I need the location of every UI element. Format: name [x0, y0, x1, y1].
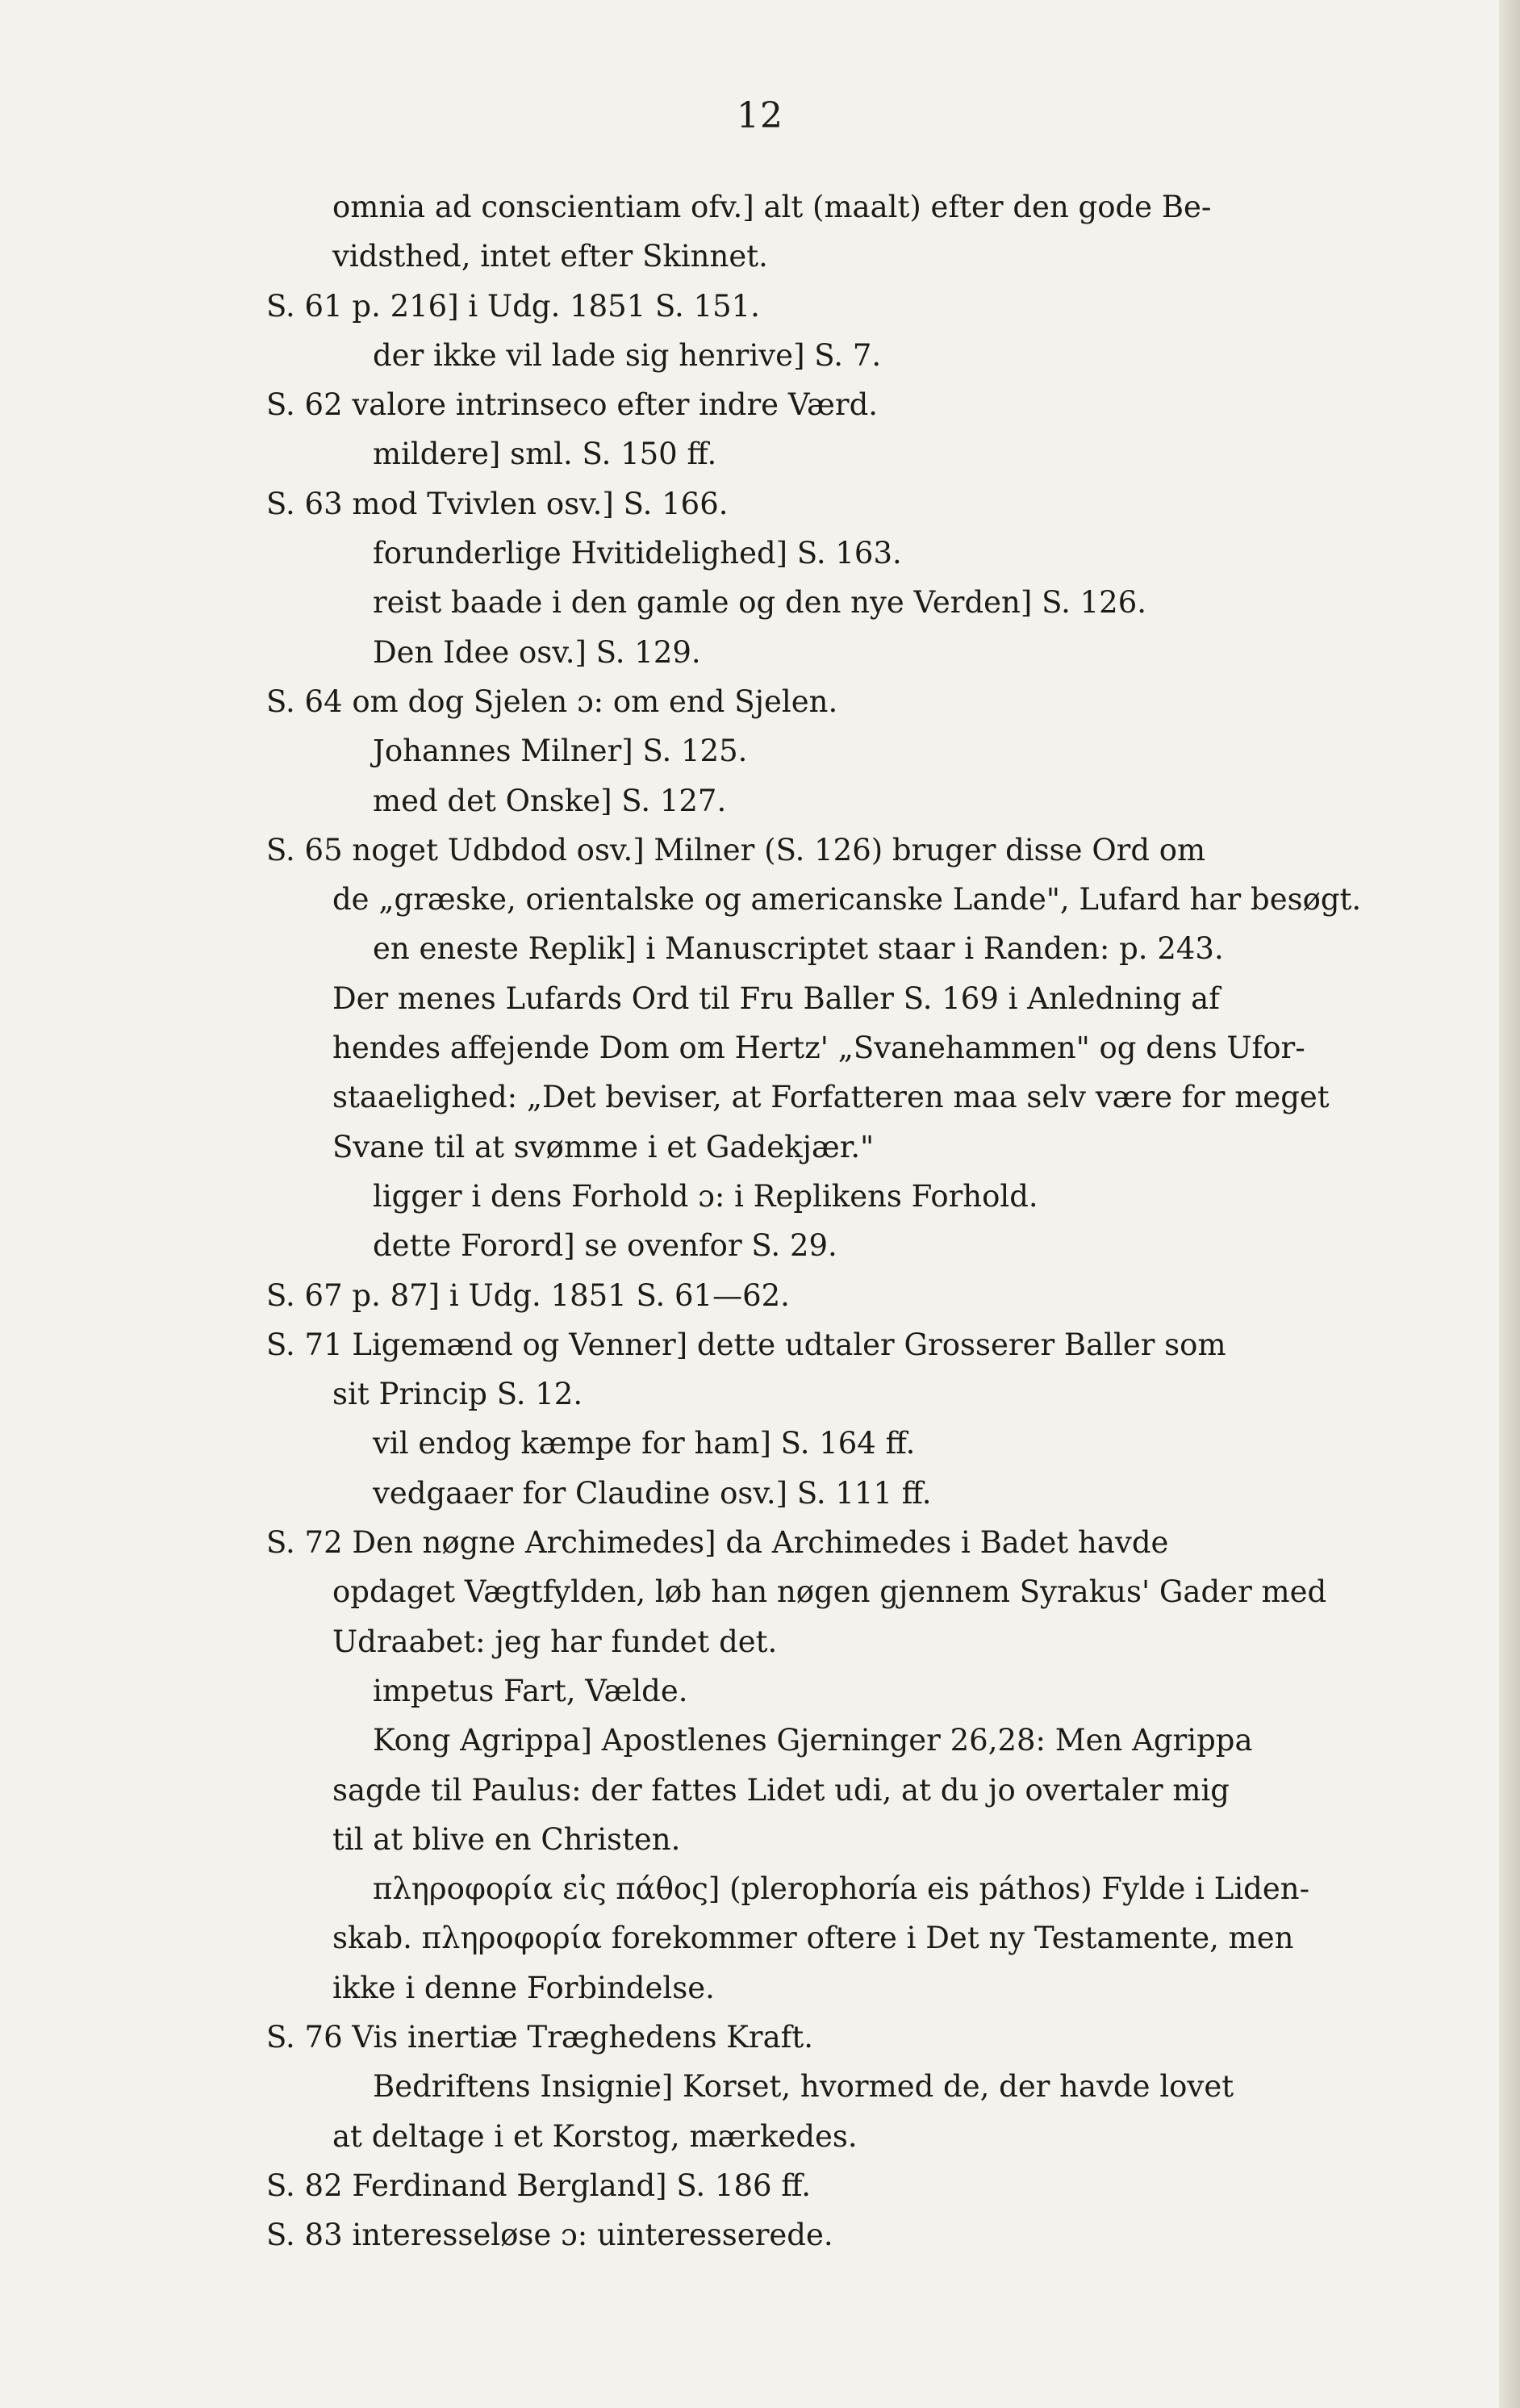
- note-line: Den Idee osv.] S. 129.: [373, 634, 701, 670]
- note-line: ligger i dens Forhold ɔ: i Replikens Forhold.: [373, 1178, 1038, 1214]
- note-line: hendes affejende Dom om Hertz' „Svanehammen" og dens Ufor-: [332, 1031, 1305, 1066]
- note-line: S. 82 Ferdinand Bergland] S. 186 ff.: [266, 2168, 812, 2203]
- note-line: vil endog kæmpe for ham] S. 164 ff.: [373, 1426, 916, 1461]
- note-line: S. 67 p. 87] i Udg. 1851 S. 61—62.: [266, 1277, 790, 1313]
- note-line: S. 83 interesseløse ɔ: uinteresserede.: [266, 2218, 833, 2253]
- note-line: S. 65 noget Udbdod osv.] Milner (S. 126) bruger disse Ord om: [266, 832, 1206, 867]
- note-line: omnia ad conscientiam ofv.] alt (maalt) efter den gode Be-: [332, 190, 1212, 224]
- note-line: S. 63 mod Tvivlen osv.] S. 166.: [266, 486, 729, 521]
- note-line: vedgaaer for Claudine osv.] S. 111 ff.: [373, 1475, 932, 1511]
- note-line: til at blive en Christen.: [332, 1821, 681, 1857]
- note-line: skab. πληροφορία forekommer oftere i Det ny Testamente, men: [332, 1921, 1294, 1956]
- note-line: impetus Fart, Vælde.: [373, 1673, 688, 1708]
- note-line: ikke i denne Forbindelse.: [332, 1970, 715, 2005]
- note-line: Bedriftens Insignie] Korset, hvormed de, der havde lovet: [373, 2069, 1234, 2105]
- note-line: staaelighed: „Det beviser, at Forfatteren maa selv være for meget: [332, 1080, 1330, 1115]
- note-line: S. 61 p. 216] i Udg. 1851 S. 151.: [266, 288, 760, 324]
- note-line: πληροφορία εἰς πάθος] (plerophoría eis páthos) Fylde i Liden-: [373, 1871, 1310, 1907]
- note-line: Udraabet: jeg har fundet det.: [332, 1624, 778, 1659]
- note-line: S. 64 om dog Sjelen ɔ: om end Sjelen.: [266, 684, 838, 719]
- note-line: at deltage i et Korstog, mærkedes.: [332, 2118, 858, 2154]
- page-number: 12: [737, 95, 783, 136]
- page-edge: [1499, 0, 1520, 2408]
- note-line: forunderlige Hvitidelighed] S. 163.: [373, 536, 902, 571]
- note-line: de „græske, orientalske og americanske Lande", Lufard har besøgt.: [332, 882, 1362, 918]
- note-line: en eneste Replik] i Manuscriptet staar i Randen: p. 243.: [373, 931, 1224, 967]
- note-line: der ikke vil lade sig henrive] S. 7.: [373, 337, 882, 373]
- note-line: mildere] sml. S. 150 ff.: [373, 437, 717, 472]
- note-line: dette Forord] se ovenfor S. 29.: [373, 1228, 837, 1264]
- note-line: med det Onske] S. 127.: [373, 783, 727, 818]
- notes-body: [266, 182, 1388, 2260]
- note-line: sit Princip S. 12.: [332, 1377, 583, 1412]
- note-line: S. 62 valore intrinseco efter indre Værd.: [266, 387, 879, 423]
- note-line: opdaget Vægtfylden, løb han nøgen gjennem Syrakus' Gader med: [332, 1574, 1327, 1610]
- note-line: Svane til at svømme i et Gadekjær.": [332, 1129, 875, 1164]
- note-line: Der menes Lufards Ord til Fru Baller S. 169 i Anledning af: [332, 980, 1220, 1016]
- note-line: vidsthed, intet efter Skinnet.: [332, 239, 768, 274]
- note-line: reist baade i den gamle og den nye Verden] S. 126.: [373, 585, 1147, 621]
- note-line: S. 76 Vis inertiæ Træghedens Kraft.: [266, 2019, 813, 2055]
- note-line: S. 72 Den nøgne Archimedes] da Archimedes i Badet havde: [266, 1525, 1169, 1561]
- note-line: S. 71 Ligemænd og Venner] dette udtaler Grosserer Baller som: [266, 1327, 1226, 1362]
- note-line: Kong Agrippa] Apostlenes Gjerninger 26,28: Men Agrippa: [373, 1723, 1253, 1758]
- note-line: sagde til Paulus: der fattes Lidet udi, at du jo overtaler mig: [332, 1772, 1230, 1808]
- note-line: Johannes Milner] S. 125.: [373, 734, 748, 769]
